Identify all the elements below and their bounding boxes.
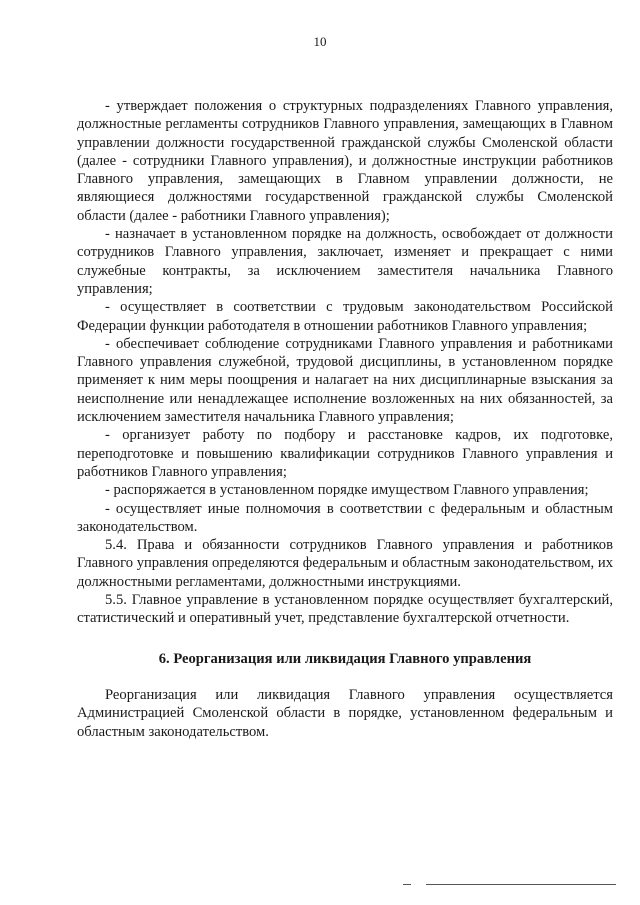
paragraph-appoints-staff: - назначает в установленном порядке на должность, освобождает от должности сотрудников Главного управления, заключает, изменяет и прекращает с ними служебные контракты, за исключением заместителя начальника Главного управления; — [77, 226, 613, 297]
document-body — [77, 97, 613, 741]
paragraph-personnel-training: - организует работу по подбору и расстановке кадров, их подготовке, переподготовке и повышению квалификации сотрудников Главного управления и работников Главного управления; — [77, 427, 613, 480]
paragraph-approves-regulations: - утверждает положения о структурных подразделениях Главного управления, должностные регламенты сотрудников Главного управления, замещающих в Главном управлении должности государственной гражданской службы Смоленской области (далее - сотрудники Главного управления), и должностные инструкции работников Главного управления, замещающих в Главном управлении должности, не являющиеся должностями государственной гражданской службы Смоленской области (далее - работники Главного управления); — [77, 98, 613, 224]
paragraph-employer-functions: - осуществляет в соответствии с трудовым законодательством Российской Федерации функции работодателя в отношении работников Главного управления; — [77, 299, 613, 334]
footer-rule-long — [426, 884, 616, 885]
paragraph-discipline: - обеспечивает соблюдение сотрудниками Главного управления и работниками Главного управления служебной, трудовой дисциплины, в установленном порядке применяет к ним меры поощрения и налагает на них дисциплинарные взыскания за неисполнение или ненадлежащее исполнение возложенных на них обязанностей, за исключением заместителя начальника Главного управления; — [77, 335, 613, 426]
paragraph-5-5: 5.5. Главное управление в установленном порядке осуществляет бухгалтерский, статистический и оперативный учет, представление бухгалтерской отчетности. — [77, 592, 613, 627]
paragraph-property: - распоряжается в установленном порядке имуществом Главного управления; — [105, 482, 589, 499]
paragraph-5-4: 5.4. Права и обязанности сотрудников Главного управления и работников Главного управления определяются федеральным и областным законодательством, их должностными регламентами, должностными инструкциями. — [77, 537, 613, 590]
paragraph-other-powers: - осуществляет иные полномочия в соответствии с федеральным и областным законодательством. — [77, 500, 613, 535]
page-number: 10 — [313, 34, 327, 49]
footer-rule-short — [403, 884, 411, 885]
section-6-text: Реорганизация или ликвидация Главного управления осуществляется Администрацией Смоленской области в порядке, установленном федеральным и областным законодательством. — [77, 686, 613, 740]
section-6-heading: 6. Реорганизация или ликвидация Главного управления — [158, 650, 532, 667]
